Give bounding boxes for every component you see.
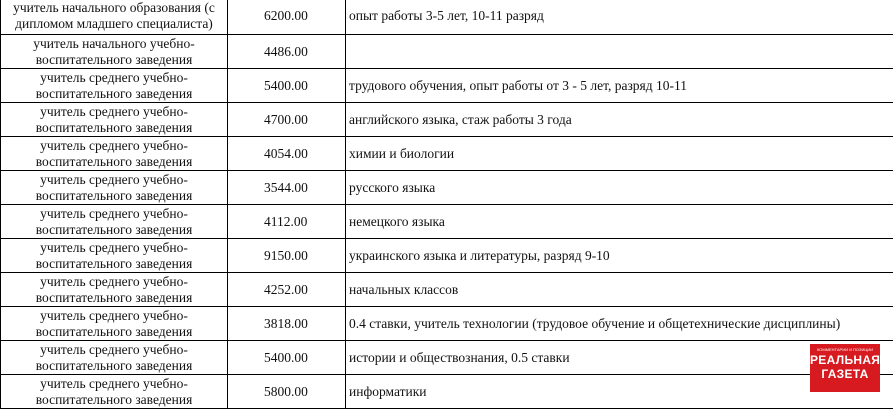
position-cell: учитель начального образования (с дипломом младшего специалиста) [1, 0, 228, 35]
logo-line-1: РЕАЛЬНАЯ [810, 353, 880, 367]
note-cell: трудового обучения, опыт работы от 3 - 5 лет, разряд 10-11 [346, 69, 893, 103]
salary-cell: 9150.00 [228, 239, 346, 273]
table-row [1, 307, 893, 341]
table-row [1, 137, 893, 171]
note-cell: немецкого языка [346, 205, 893, 239]
note-cell: украинского языка и литературы, разряд 9-10 [346, 239, 893, 273]
table-row [1, 0, 893, 35]
table-row [1, 103, 893, 137]
table-row [1, 273, 893, 307]
position-cell: учитель среднего учебно-воспитательного заведения [1, 307, 228, 341]
salary-cell: 3818.00 [228, 307, 346, 341]
salary-cell: 6200.00 [228, 0, 346, 35]
salary-cell: 4700.00 [228, 103, 346, 137]
table-row [1, 341, 893, 375]
table-row [1, 375, 893, 409]
salary-cell: 4054.00 [228, 137, 346, 171]
table-row [1, 69, 893, 103]
table-row [1, 35, 893, 69]
table-row [1, 239, 893, 273]
salary-cell: 5400.00 [228, 341, 346, 375]
table-row [1, 171, 893, 205]
salary-cell: 4252.00 [228, 273, 346, 307]
note-cell: информатики [346, 375, 893, 409]
note-cell: 0.4 ставки, учитель технологии (трудовое обучение и общетехнические дисциплины) [346, 307, 893, 341]
salary-cell: 5800.00 [228, 375, 346, 409]
logo-line-2: ГАЗЕТА [810, 367, 880, 381]
position-cell: учитель среднего учебно-воспитательного заведения [1, 273, 228, 307]
position-cell: учитель среднего учебно-воспитательного заведения [1, 137, 228, 171]
salary-cell: 4112.00 [228, 205, 346, 239]
position-cell: учитель среднего учебно-воспитательного заведения [1, 103, 228, 137]
logo-tagline: КОММЕНТАРИИ И ПОЗИЦИИ [810, 347, 880, 353]
note-cell: начальных классов [346, 273, 893, 307]
salary-cell: 3544.00 [228, 171, 346, 205]
note-cell: английского языка, стаж работы 3 года [346, 103, 893, 137]
note-cell: русского языка [346, 171, 893, 205]
table-row [1, 205, 893, 239]
note-cell: истории и обществознания, 0.5 ставки [346, 341, 893, 375]
note-cell: химии и биологии [346, 137, 893, 171]
position-cell: учитель среднего учебно-воспитательного заведения [1, 375, 228, 409]
position-cell: учитель среднего учебно-воспитательного заведения [1, 239, 228, 273]
position-cell: учитель среднего учебно-воспитательного заведения [1, 69, 228, 103]
note-cell: опыт работы 3-5 лет, 10-11 разряд [346, 0, 893, 35]
realnaya-gazeta-logo [810, 344, 880, 392]
position-cell: учитель начального учебно-воспитательного заведения [1, 35, 228, 69]
position-cell: учитель среднего учебно-воспитательного заведения [1, 341, 228, 375]
position-cell: учитель среднего учебно-воспитательного заведения [1, 171, 228, 205]
position-cell: учитель среднего учебно-воспитательного заведения [1, 205, 228, 239]
salary-cell: 4486.00 [228, 35, 346, 69]
note-cell [346, 35, 893, 69]
salary-cell: 5400.00 [228, 69, 346, 103]
